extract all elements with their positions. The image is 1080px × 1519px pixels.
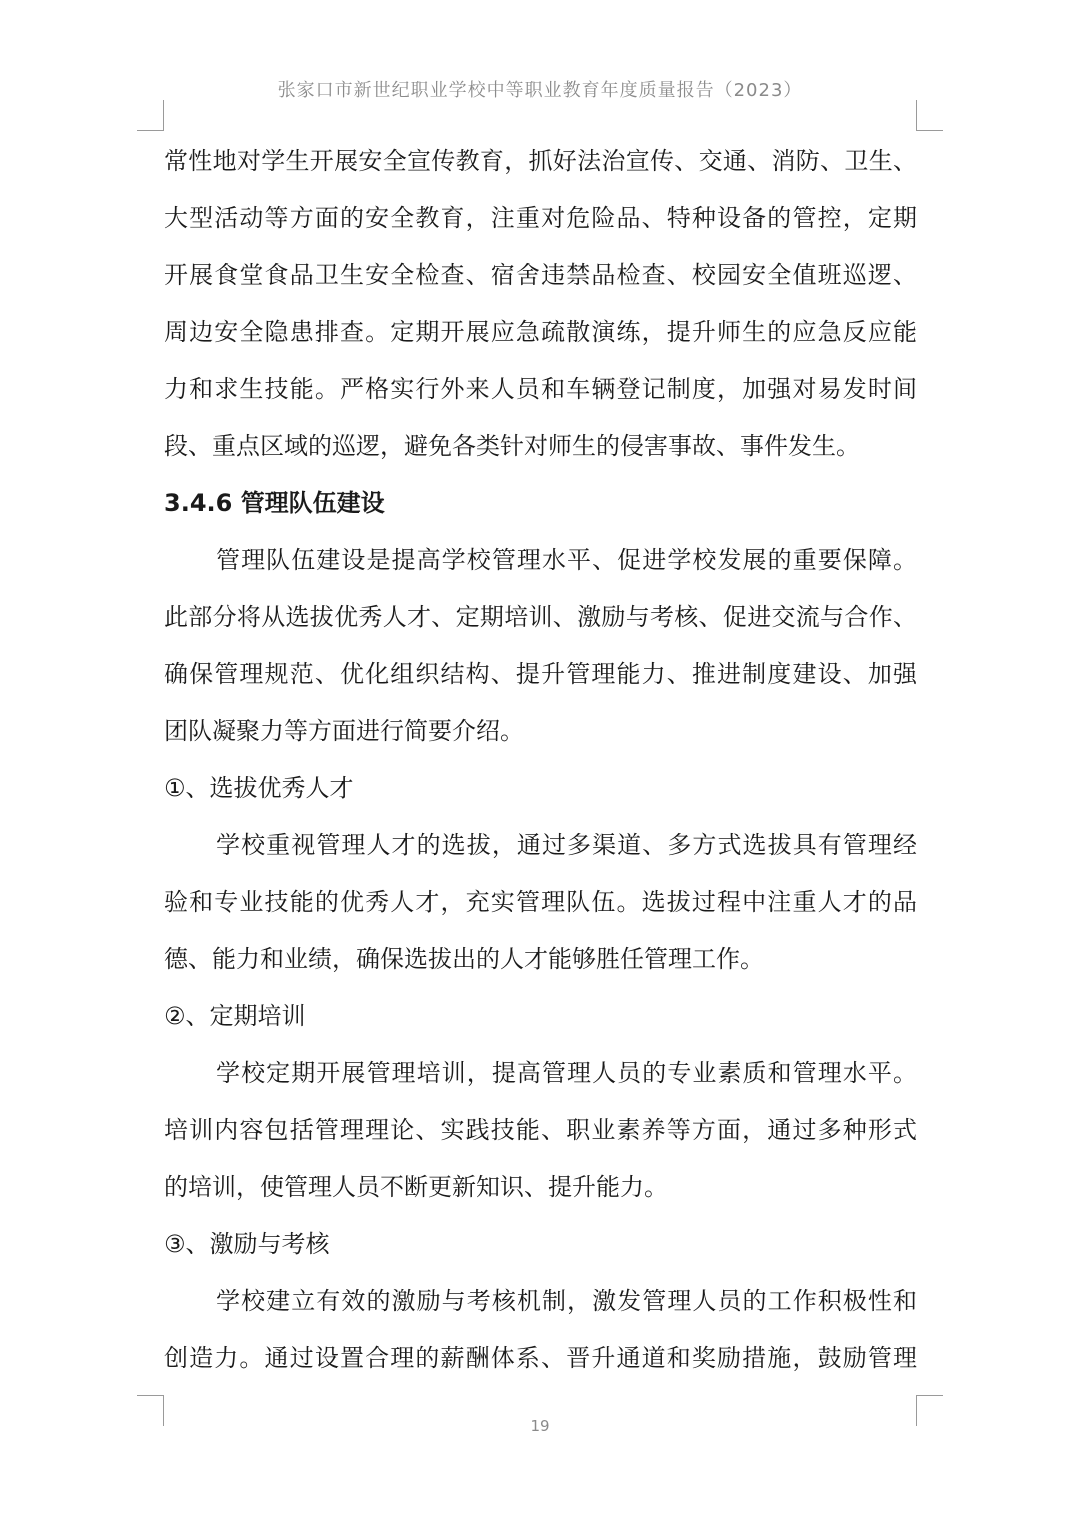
paragraph-line: 大型活动等方面的安全教育，注重对危险品、特种设备的管控，定期: [164, 204, 917, 232]
paragraph-line: 力和求生技能。严格实行外来人员和车辆登记制度，加强对易发时间: [164, 375, 917, 403]
paragraph-line: 学校定期开展管理培训，提高管理人员的专业素质和管理水平。: [216, 1059, 917, 1087]
paragraph-line: 此部分将从选拔优秀人才、定期培训、激励与考核、促进交流与合作、: [164, 603, 917, 631]
paragraph-line: 常性地对学生开展安全宣传教育，抓好法治宣传、交通、消防、卫生、: [164, 147, 917, 175]
paragraph-line: 德、能力和业绩，确保选拔出的人才能够胜任管理工作。: [164, 945, 764, 973]
paragraph-line: 确保管理规范、优化组织结构、提升管理能力、推进制度建设、加强: [164, 660, 917, 688]
paragraph-line: 学校建立有效的激励与考核机制，激发管理人员的工作积极性和: [216, 1287, 917, 1315]
crop-mark-top-left: [137, 100, 164, 131]
running-header: 张家口市新世纪职业学校中等职业教育年度质量报告（2023）: [277, 80, 803, 101]
list-item-heading: ②、定期培训: [164, 1002, 306, 1030]
paragraph-line: 管理队伍建设是提高学校管理水平、促进学校发展的重要保障。: [216, 546, 917, 574]
paragraph-line: 周边安全隐患排查。定期开展应急疏散演练，提升师生的应急反应能: [164, 318, 917, 346]
paragraph-line: 创造力。通过设置合理的薪酬体系、晋升通道和奖励措施，鼓励管理: [164, 1344, 917, 1372]
paragraph-line: 培训内容包括管理理论、实践技能、职业素养等方面，通过多种形式: [164, 1116, 917, 1144]
section-heading: 3.4.6 管理队伍建设: [164, 489, 385, 517]
paragraph-line: 段、重点区域的巡逻，避免各类针对师生的侵害事故、事件发生。: [164, 432, 860, 460]
crop-mark-top-right: [916, 100, 943, 131]
page-number: 19: [530, 1417, 550, 1435]
paragraph-line: 团队凝聚力等方面进行简要介绍。: [164, 717, 524, 745]
paragraph-line: 开展食堂食品卫生安全检查、宿舍违禁品检查、校园安全值班巡逻、: [164, 261, 917, 289]
paragraph-line: 的培训，使管理人员不断更新知识、提升能力。: [164, 1173, 668, 1201]
paragraph-line: 学校重视管理人才的选拔，通过多渠道、多方式选拔具有管理经: [216, 831, 917, 859]
paragraph-line: 验和专业技能的优秀人才，充实管理队伍。选拔过程中注重人才的品: [164, 888, 917, 916]
list-item-heading: ③、激励与考核: [164, 1230, 330, 1258]
page-body: [164, 138, 917, 1392]
list-item-heading: ①、选拔优秀人才: [164, 774, 354, 802]
